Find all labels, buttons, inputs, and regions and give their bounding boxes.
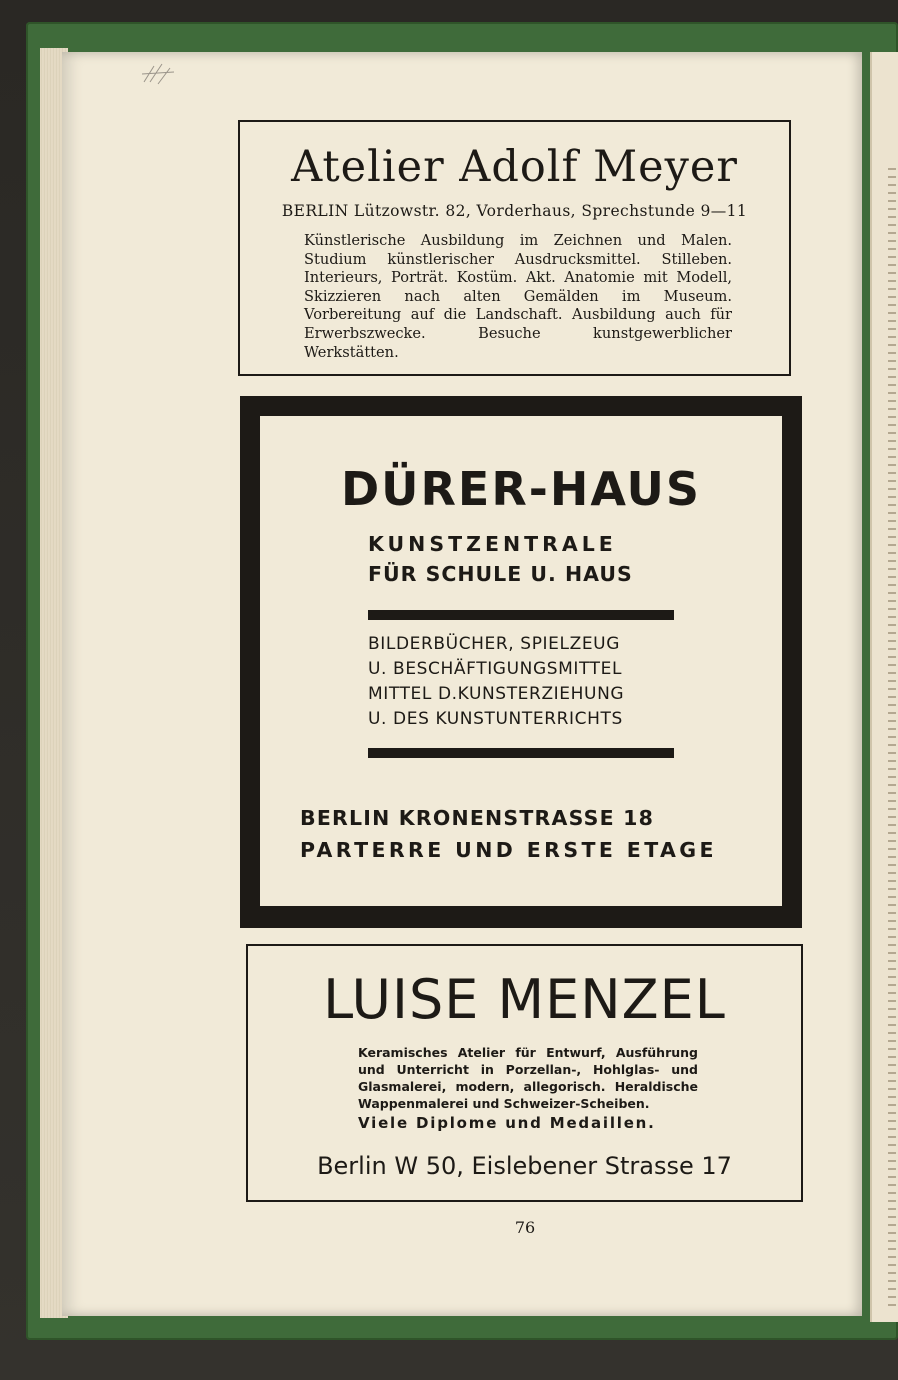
ad-duerer-line: U. BESCHÄFTIGUNGSMITTEL bbox=[368, 659, 623, 679]
ad-duerer-address-1: BERLIN KRONENSTRASSE 18 bbox=[300, 806, 655, 830]
ad-menzel-highlight: Viele Diplome und Medaillen. bbox=[358, 1114, 656, 1132]
ad-duerer-subtitle-2: FÜR SCHULE U. HAUS bbox=[368, 562, 633, 586]
ad-menzel-body: Keramisches Atelier für Entwurf, Ausführung und Unterricht in Porzellan-, Hohlglas- und Glasmalerei, modern, allegorisch. Heraldische Wappenmalerei und Schweizer-Scheiben. bbox=[358, 1045, 698, 1111]
next-page-edge bbox=[870, 52, 898, 1322]
ad-atelier-body: Künstlerische Ausbildung im Zeichnen und Malen. Studium künstlerischer Ausdrucksmittel. Stilleben. Interieurs, Porträt. Kostüm. Akt. Anatomie mit Modell, Skizzieren nach alten Gemälden im Museum. Vorbereitung auf die Landschaft. Ausbildung auch für Erwerbszwecke. Besuche kunstgewerblicher Werkstätten. bbox=[304, 232, 732, 361]
ad-duerer-haus bbox=[240, 396, 802, 928]
divider-bar bbox=[368, 748, 674, 758]
pencil-mark bbox=[140, 60, 180, 90]
ad-duerer-title: DÜRER-HAUS bbox=[340, 462, 702, 516]
divider-bar bbox=[368, 610, 674, 620]
ad-menzel-title: LUISE MENZEL bbox=[323, 968, 726, 1031]
chain-ornament bbox=[888, 162, 896, 1312]
ad-menzel-address: Berlin W 50, Eislebener Strasse 17 bbox=[317, 1152, 732, 1180]
ad-luise-menzel bbox=[246, 944, 803, 1202]
page-number: 76 bbox=[514, 1218, 536, 1237]
ad-duerer-subtitle-1: KUNSTZENTRALE bbox=[368, 532, 617, 556]
ad-atelier-address: BERLIN Lützowstr. 82, Vorderhaus, Sprechstunde 9—11 bbox=[281, 202, 748, 220]
ad-duerer-line: U. DES KUNSTUNTERRICHTS bbox=[368, 709, 623, 729]
ad-atelier-title: Atelier Adolf Meyer bbox=[291, 142, 738, 192]
ad-duerer-address-2: PARTERRE UND ERSTE ETAGE bbox=[300, 838, 717, 862]
ad-atelier-meyer bbox=[238, 120, 791, 376]
ad-duerer-panel bbox=[260, 416, 782, 906]
ad-duerer-line: BILDERBÜCHER, SPIELZEUG bbox=[368, 634, 620, 654]
ad-duerer-line: MITTEL D.KUNSTERZIEHUNG bbox=[368, 684, 625, 704]
